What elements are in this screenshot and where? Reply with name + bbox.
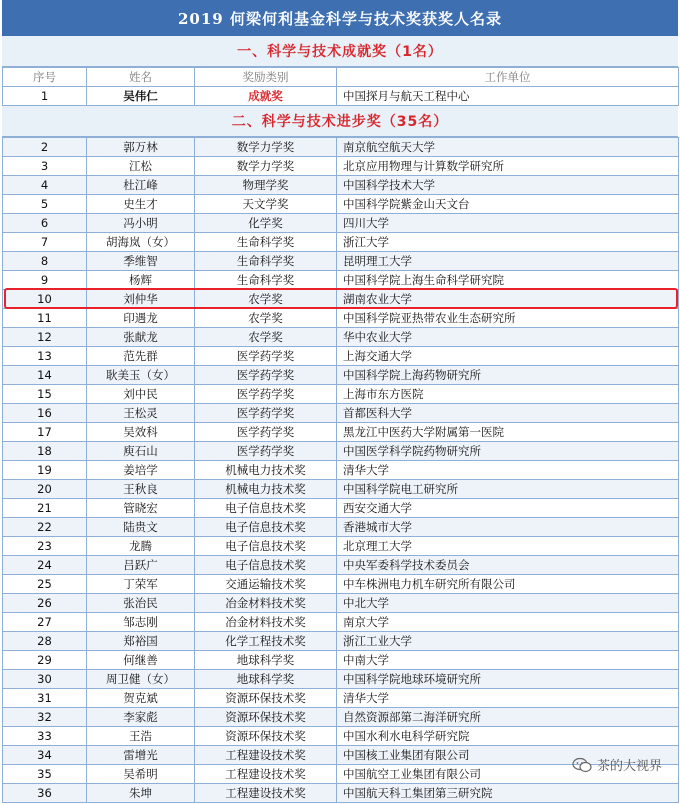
cell-category: 天文学奖: [195, 195, 337, 214]
cell-no: 16: [3, 404, 87, 423]
table-row: [3, 347, 679, 366]
cell-name: 雷增光: [87, 746, 195, 765]
cell-no: 3: [3, 157, 87, 176]
cell-category: 电子信息技术奖: [195, 499, 337, 518]
cell-org: 南京航空航天大学: [337, 138, 679, 157]
cell-org: 中国科学院紫金山天文台: [337, 195, 679, 214]
cell-no: 32: [3, 708, 87, 727]
cell-category: 医学药学奖: [195, 442, 337, 461]
cell-name: 龙腾: [87, 537, 195, 556]
table-row: [3, 727, 679, 746]
cell-category: 生命科学奖: [195, 271, 337, 290]
cell-category: 生命科学奖: [195, 233, 337, 252]
cell-name: 周卫健（女）: [87, 670, 195, 689]
cell-name: 王秋良: [87, 480, 195, 499]
cell-no: 27: [3, 613, 87, 632]
cell-no: 1: [3, 87, 87, 106]
cell-no: 23: [3, 537, 87, 556]
cell-category: 农学奖: [195, 290, 337, 309]
cell-name: 张献龙: [87, 328, 195, 347]
award-list: [2, 0, 678, 803]
cell-name: 吴效科: [87, 423, 195, 442]
cell-no: 19: [3, 461, 87, 480]
cell-category: 物理学奖: [195, 176, 337, 195]
cell-name: 邹志刚: [87, 613, 195, 632]
cell-name: 耿美玉（女）: [87, 366, 195, 385]
cell-org: 上海市东方医院: [337, 385, 679, 404]
cell-org: 四川大学: [337, 214, 679, 233]
cell-org: 南京大学: [337, 613, 679, 632]
cell-name: 杜江峰: [87, 176, 195, 195]
cell-org: 中国航天科工集团第三研究院: [337, 784, 679, 803]
cell-no: 25: [3, 575, 87, 594]
table-row: [3, 233, 679, 252]
cell-name: 杨辉: [87, 271, 195, 290]
table-row: [3, 195, 679, 214]
cell-org: 清华大学: [337, 461, 679, 480]
cell-org: 清华大学: [337, 689, 679, 708]
table-row: [3, 575, 679, 594]
cell-name: 史生才: [87, 195, 195, 214]
cell-category: 农学奖: [195, 309, 337, 328]
cell-no: 26: [3, 594, 87, 613]
wechat-icon: [572, 757, 592, 773]
cell-category: 数学力学奖: [195, 157, 337, 176]
cell-name: 印遇龙: [87, 309, 195, 328]
table-row: [3, 594, 679, 613]
table-row: [3, 271, 679, 290]
table-row: [3, 537, 679, 556]
cell-no: 13: [3, 347, 87, 366]
cell-no: 17: [3, 423, 87, 442]
section-progress-award: 二、科学与技术进步奖（35名）: [2, 106, 678, 137]
cell-org: 浙江工业大学: [337, 632, 679, 651]
cell-category: 冶金材料技术奖: [195, 613, 337, 632]
cell-no: 5: [3, 195, 87, 214]
cell-name: 刘仲华: [87, 290, 195, 309]
cell-name: 张治民: [87, 594, 195, 613]
cell-name: 王浩: [87, 727, 195, 746]
cell-no: 2: [3, 138, 87, 157]
table-row: [3, 670, 679, 689]
table-header-row: [3, 68, 679, 87]
table-row: [3, 423, 679, 442]
cell-name: 郭万林: [87, 138, 195, 157]
cell-no: 24: [3, 556, 87, 575]
cell-org: 华中农业大学: [337, 328, 679, 347]
cell-org: 中国航空工业集团有限公司: [337, 765, 679, 784]
cell-org: 黑龙江中医药大学附属第一医院: [337, 423, 679, 442]
table-row: [3, 138, 679, 157]
cell-name: 冯小明: [87, 214, 195, 233]
cell-name: 王松灵: [87, 404, 195, 423]
cell-category: 化学工程技术奖: [195, 632, 337, 651]
cell-category: 医学药学奖: [195, 404, 337, 423]
cell-org: 昆明理工大学: [337, 252, 679, 271]
table-row: [3, 442, 679, 461]
cell-no: 31: [3, 689, 87, 708]
header-name: 姓名: [87, 68, 195, 87]
cell-org: 首都医科大学: [337, 404, 679, 423]
cell-org: 中国核工业集团有限公司: [337, 746, 679, 765]
cell-org: 中国医学科学院药物研究所: [337, 442, 679, 461]
cell-no: 14: [3, 366, 87, 385]
cell-category: 电子信息技术奖: [195, 518, 337, 537]
cell-category: 资源环保技术奖: [195, 708, 337, 727]
cell-category: 地球科学奖: [195, 651, 337, 670]
cell-name: 刘中民: [87, 385, 195, 404]
table-progress: [2, 137, 679, 803]
table-row: [3, 157, 679, 176]
cell-no: 28: [3, 632, 87, 651]
cell-category: 工程建设技术奖: [195, 784, 337, 803]
table-row: [3, 784, 679, 803]
cell-org: 湖南农业大学: [337, 290, 679, 309]
cell-no: 21: [3, 499, 87, 518]
cell-no: 4: [3, 176, 87, 195]
table-row: [3, 480, 679, 499]
cell-category: 机械电力技术奖: [195, 480, 337, 499]
table-row: [3, 499, 679, 518]
cell-category: 资源环保技术奖: [195, 727, 337, 746]
cell-no: 33: [3, 727, 87, 746]
cell-org: 中车株洲电力机车研究所有限公司: [337, 575, 679, 594]
cell-no: 35: [3, 765, 87, 784]
progress-table-wrap: [2, 137, 678, 803]
table-row: [3, 366, 679, 385]
cell-org: 中央军委科学技术委员会: [337, 556, 679, 575]
cell-category: 生命科学奖: [195, 252, 337, 271]
cell-name: 江松: [87, 157, 195, 176]
table-row: [3, 632, 679, 651]
cell-name: 郑裕国: [87, 632, 195, 651]
section-achievement-award: 一、科学与技术成就奖（1名）: [2, 36, 678, 67]
page-title: 2019 何梁何利基金科学与技术奖获奖人名录: [2, 0, 678, 36]
table-row: [3, 404, 679, 423]
table-row: [3, 385, 679, 404]
cell-name: 吴伟仁: [87, 87, 195, 106]
cell-category: 农学奖: [195, 328, 337, 347]
header-no: 序号: [3, 68, 87, 87]
cell-org: 上海交通大学: [337, 347, 679, 366]
cell-org: 香港城市大学: [337, 518, 679, 537]
table-row: [3, 556, 679, 575]
cell-name: 吕跃广: [87, 556, 195, 575]
cell-category: 资源环保技术奖: [195, 689, 337, 708]
cell-org: 西安交通大学: [337, 499, 679, 518]
cell-org: 中国科学院上海生命科学研究院: [337, 271, 679, 290]
watermark-text: 茶的大视界: [596, 759, 662, 774]
cell-no: 7: [3, 233, 87, 252]
cell-no: 34: [3, 746, 87, 765]
table-row: [3, 252, 679, 271]
cell-no: 18: [3, 442, 87, 461]
cell-name: 管晓宏: [87, 499, 195, 518]
cell-no: 30: [3, 670, 87, 689]
cell-org: 中国科学院地球环境研究所: [337, 670, 679, 689]
cell-category: 医学药学奖: [195, 423, 337, 442]
cell-category: 电子信息技术奖: [195, 556, 337, 575]
cell-category: 医学药学奖: [195, 385, 337, 404]
cell-category: 工程建设技术奖: [195, 765, 337, 784]
cell-category: 成就奖: [195, 87, 337, 106]
cell-org: 北京应用物理与计算数学研究所: [337, 157, 679, 176]
table-row: [3, 518, 679, 537]
cell-org: 中国科学院上海药物研究所: [337, 366, 679, 385]
cell-org: 中国水利水电科学研究院: [337, 727, 679, 746]
table-achievement: [2, 67, 679, 106]
cell-name: 丁荣军: [87, 575, 195, 594]
cell-no: 20: [3, 480, 87, 499]
cell-no: 10: [3, 290, 87, 309]
cell-name: 范先群: [87, 347, 195, 366]
cell-org: 中南大学: [337, 651, 679, 670]
cell-category: 医学药学奖: [195, 347, 337, 366]
table-row: [3, 328, 679, 347]
header-org: 工作单位: [337, 68, 679, 87]
table-row: [3, 176, 679, 195]
table-row: [3, 461, 679, 480]
cell-name: 胡海岚（女）: [87, 233, 195, 252]
cell-name: 庾石山: [87, 442, 195, 461]
cell-org: 中国科学院亚热带农业生态研究所: [337, 309, 679, 328]
cell-no: 36: [3, 784, 87, 803]
cell-category: 冶金材料技术奖: [195, 594, 337, 613]
table-row: [3, 613, 679, 632]
cell-org: 中国探月与航天工程中心: [337, 87, 679, 106]
cell-org: 中国科学技术大学: [337, 176, 679, 195]
table-row: [3, 87, 679, 106]
cell-no: 12: [3, 328, 87, 347]
cell-org: 北京理工大学: [337, 537, 679, 556]
cell-org: 中北大学: [337, 594, 679, 613]
cell-org: 浙江大学: [337, 233, 679, 252]
cell-name: 吴希明: [87, 765, 195, 784]
cell-no: 9: [3, 271, 87, 290]
cell-category: 地球科学奖: [195, 670, 337, 689]
header-category: 奖励类别: [195, 68, 337, 87]
cell-name: 陆贵文: [87, 518, 195, 537]
cell-name: 贺克斌: [87, 689, 195, 708]
cell-no: 29: [3, 651, 87, 670]
table-row: [3, 689, 679, 708]
cell-no: 22: [3, 518, 87, 537]
watermark: [572, 755, 662, 774]
cell-category: 交通运输技术奖: [195, 575, 337, 594]
cell-category: 医学药学奖: [195, 366, 337, 385]
cell-name: 姜培学: [87, 461, 195, 480]
cell-no: 11: [3, 309, 87, 328]
table-row: [3, 309, 679, 328]
cell-name: 季维智: [87, 252, 195, 271]
cell-category: 数学力学奖: [195, 138, 337, 157]
cell-category: 电子信息技术奖: [195, 537, 337, 556]
cell-no: 15: [3, 385, 87, 404]
cell-org: 自然资源部第二海洋研究所: [337, 708, 679, 727]
cell-org: 中国科学院电工研究所: [337, 480, 679, 499]
cell-category: 机械电力技术奖: [195, 461, 337, 480]
cell-category: 化学奖: [195, 214, 337, 233]
table-row: [3, 708, 679, 727]
cell-no: 8: [3, 252, 87, 271]
cell-name: 何继善: [87, 651, 195, 670]
cell-name: 朱坤: [87, 784, 195, 803]
cell-name: 李家彪: [87, 708, 195, 727]
table-row: [3, 214, 679, 233]
cell-no: 6: [3, 214, 87, 233]
table-row: [3, 290, 679, 309]
table-row: [3, 651, 679, 670]
cell-category: 工程建设技术奖: [195, 746, 337, 765]
